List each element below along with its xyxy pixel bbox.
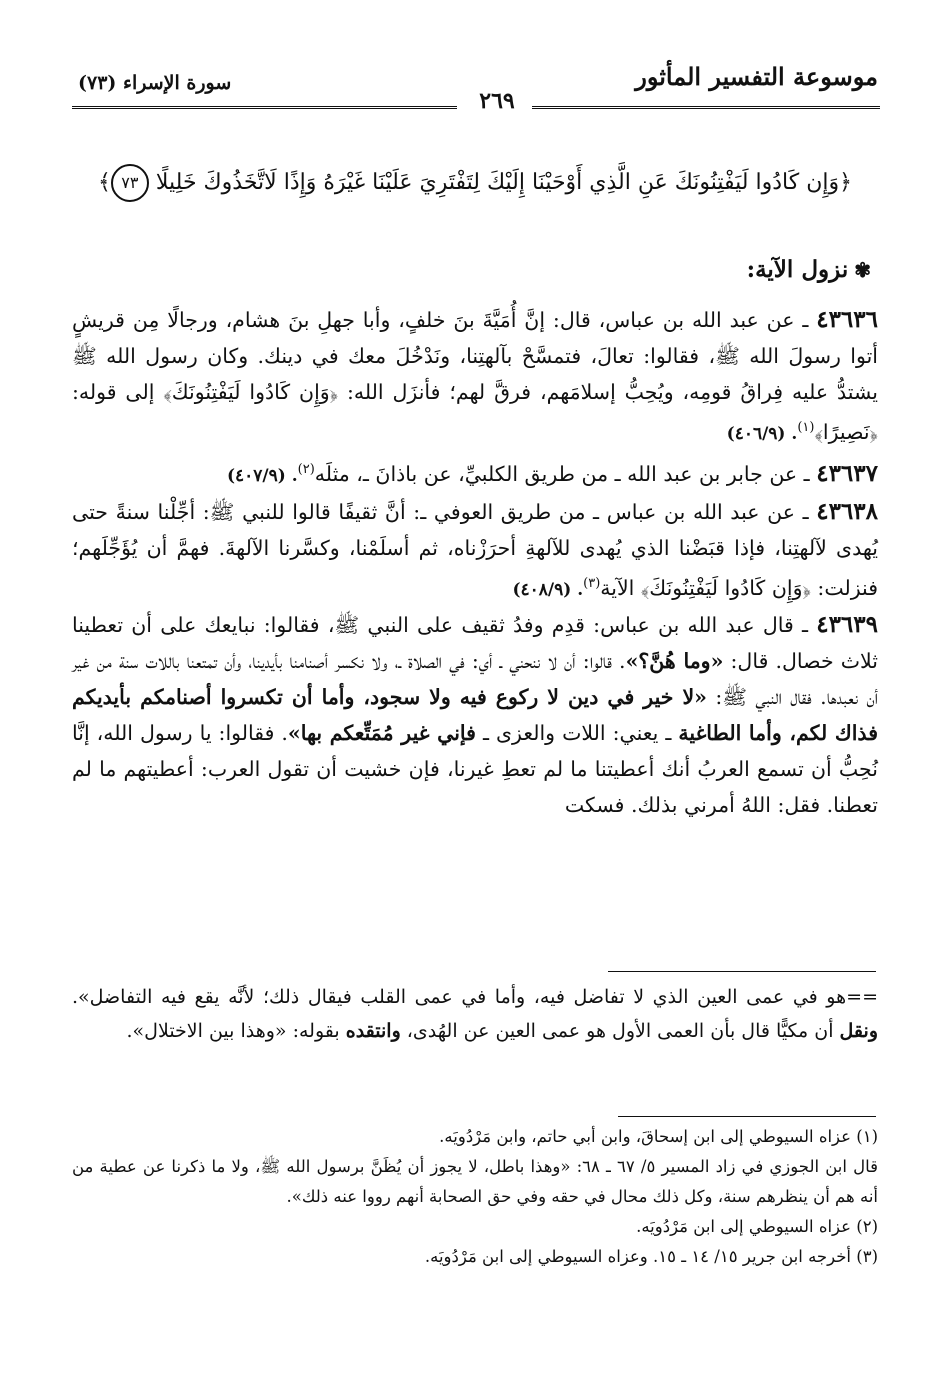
continuation-bold: وانتقده [345, 1020, 401, 1042]
narration-number: ٤٣٦٣٩ [816, 611, 878, 639]
narration-number: ٤٣٦٣٦ [816, 306, 878, 333]
narration-number: ٤٣٦٣٨ [816, 497, 878, 525]
page-header [72, 58, 880, 120]
quran-verse [80, 164, 870, 204]
footnote-ref: (١) [797, 420, 815, 435]
section-title: نزول الآية: [746, 256, 849, 283]
book-title: موسوعة التفسير المأثور [635, 62, 878, 91]
header-rule-left [72, 106, 457, 109]
prophet-quote: «لا خير في دين لا ركوع فيه ولا سجود، وأما أن تكسروا أصنامكم بأيديكم فذاك لكم، وأما الطاغية [72, 685, 878, 746]
continuation-bold: ونقل [839, 1020, 878, 1042]
narration-paragraph [72, 452, 878, 494]
flower-ornament-icon: ✾ [854, 258, 871, 282]
narration-text: ـ عن عبد الله بن عباس ـ من طريق العوفي ـ: أنَّ ثقيفًا قالوا للنبي ﷺ: أجِّلْنا سنةً حتى يُهدى لآلهتِنا، فإذا قبَضْنا الذي يُهدى للآلهةِ أحرَزْناه، ثم أسلَمْنا، وكسَّرنا الآلهةَ. فهمَّ أن يُؤَجِّلَهم؛ فنزلت: ﴿وَإِن كَادُوا لَيَفْتِنُونَكَ﴾ الآية [72, 499, 878, 600]
narration-text: . فقالوا: يا رسول الله، إنَّا نُحِبُّ أن تسمع العربُ أنك أعطيتنا ما لم تعطِ غيرنا، فإن خشيت أن تقول العرب: أعطيتهم ما لم تعطنا. فقل: اللهُ أمرني بذلك. فسكت [72, 721, 878, 818]
footnote: (٢) عزاه السيوطي إلى ابن مَرْدُويَه. [636, 1217, 878, 1236]
footnote: قال ابن الجوزي في زاد المسير ٥/ ٦٧ ـ ٦٨: «وهذا باطل، لا يجوز أن يُظَنَّ برسول الله ﷺ، ولا ما ذكرنا عن عطية من أنه هم أن ينظرهم سنة، وكل ذلك محال في حقه وفي حق الصحابة أنهم رووا عنه ذلك». [72, 1157, 878, 1206]
header-rule-right [532, 106, 880, 109]
continued-footnote-text [72, 980, 878, 1048]
verse-close-bracket: ﴾ [98, 170, 111, 195]
page-number: ٢٦٩ [479, 88, 515, 114]
narration-text: . قالوا: أن لا ننحني ـ أي: في الصلاة ـ، ولا نكسر أصنامنا بأيدينا، وأن تمتعنا باللات سنة من غير أن نعبدها. فقال النبي ﷺ: [72, 649, 878, 710]
volume-page-ref: . (٤٠٧/٩) [226, 465, 298, 486]
narration-paragraph [72, 302, 878, 452]
narration-paragraph [72, 494, 878, 608]
continuation-text: بقوله: «وهذا بين الاختلال». [126, 1020, 346, 1042]
prophet-quote: «وما هُنَّ؟» [625, 649, 724, 674]
footnote: (٣) أخرجه ابن جرير ١٥/ ١٤ ـ ١٥. وعزاه السيوطي إلى ابن مَرْدُويَه. [424, 1247, 878, 1266]
section-heading [747, 256, 871, 283]
footnotes [72, 1122, 878, 1272]
narration-paragraph [72, 607, 878, 823]
footnote-ref: (٣) [583, 575, 601, 591]
main-text [72, 302, 878, 823]
footnote-separator [608, 971, 876, 972]
surah-label: سورة الإسراء (٧٣) [78, 72, 232, 94]
continuation-text: أن مكيًّا قال بأن العمى الأول هو عمى العين عن الهُدى، [400, 1020, 840, 1042]
footnote-ref: (٢) [297, 461, 315, 477]
verse-number-mark: ٧٣ [111, 164, 149, 202]
prophet-quote: فإني غير مُمَتِّعكم بها» [287, 721, 476, 746]
verse-text: ﴿وَإِن كَادُوا لَيَفْتِنُونَكَ عَنِ الَّذِي أَوْحَيْنَا إِلَيْكَ لِتَفْتَرِيَ عَلَيْنَا غَيْرَهُ وَإِذًا لَاتَّخَذُوكَ خَلِيلًا [155, 170, 852, 195]
narration-number: ٤٣٦٣٧ [816, 459, 878, 487]
volume-page-ref: . (٤٠٨/٩) [512, 579, 584, 600]
continuation-marker: == [846, 986, 878, 1008]
continuation-text: هو في عمى العين الذي لا تفاضل فيه، وأما في عمى القلب فيقال ذلك؛ لأنَّه يقع فيه التفاضل». [72, 986, 847, 1008]
continued-footnote [72, 980, 878, 1048]
volume-page-ref: . (٤٠٦/٩) [726, 423, 798, 444]
narration-text: ـ عن جابر بن عبد الله ـ من طريق الكلبيِّ، عن باذانَ ـ، مثلَه [314, 461, 817, 486]
narration-text: ـ عن عبد الله بن عباس، قال: إنَّ أُمَيَّةَ بنَ خلفٍ، وأبا جهلِ بنَ هشام، ورجالًا مِن قريشٍ أتوا رسولَ الله ﷺ، فقالوا: تعالَ، فتمسَّحْ بآلهتِنا، ونَدْخُلَ معك في دينك. وكان رسول الله ﷺ يشتدُّ عليه فِراقُ قومِه، ويُحِبُّ إسلامَهم، فرقَّ لهم؛ فأنزَل الله: ﴿وَإِن كَادُوا لَيَفْتِنُونَكَ﴾ إلى قوله: ﴿نَصِيرًا﴾ [72, 308, 878, 444]
footnote: (١) عزاه السيوطي إلى ابن إسحاقَ، وابن أبي حاتم، وابن مَرْدُويَه. [439, 1127, 878, 1146]
narration-text: ـ قال عبد الله بن عباس: قدِم وفدُ ثقيف على النبي ﷺ، فقالوا: نبايعك على أن تعطينا ثلاث خصال. قال: [72, 613, 878, 674]
footnote-separator [618, 1116, 876, 1117]
narration-text: ـ يعني: اللات والعزى ـ [475, 721, 679, 746]
